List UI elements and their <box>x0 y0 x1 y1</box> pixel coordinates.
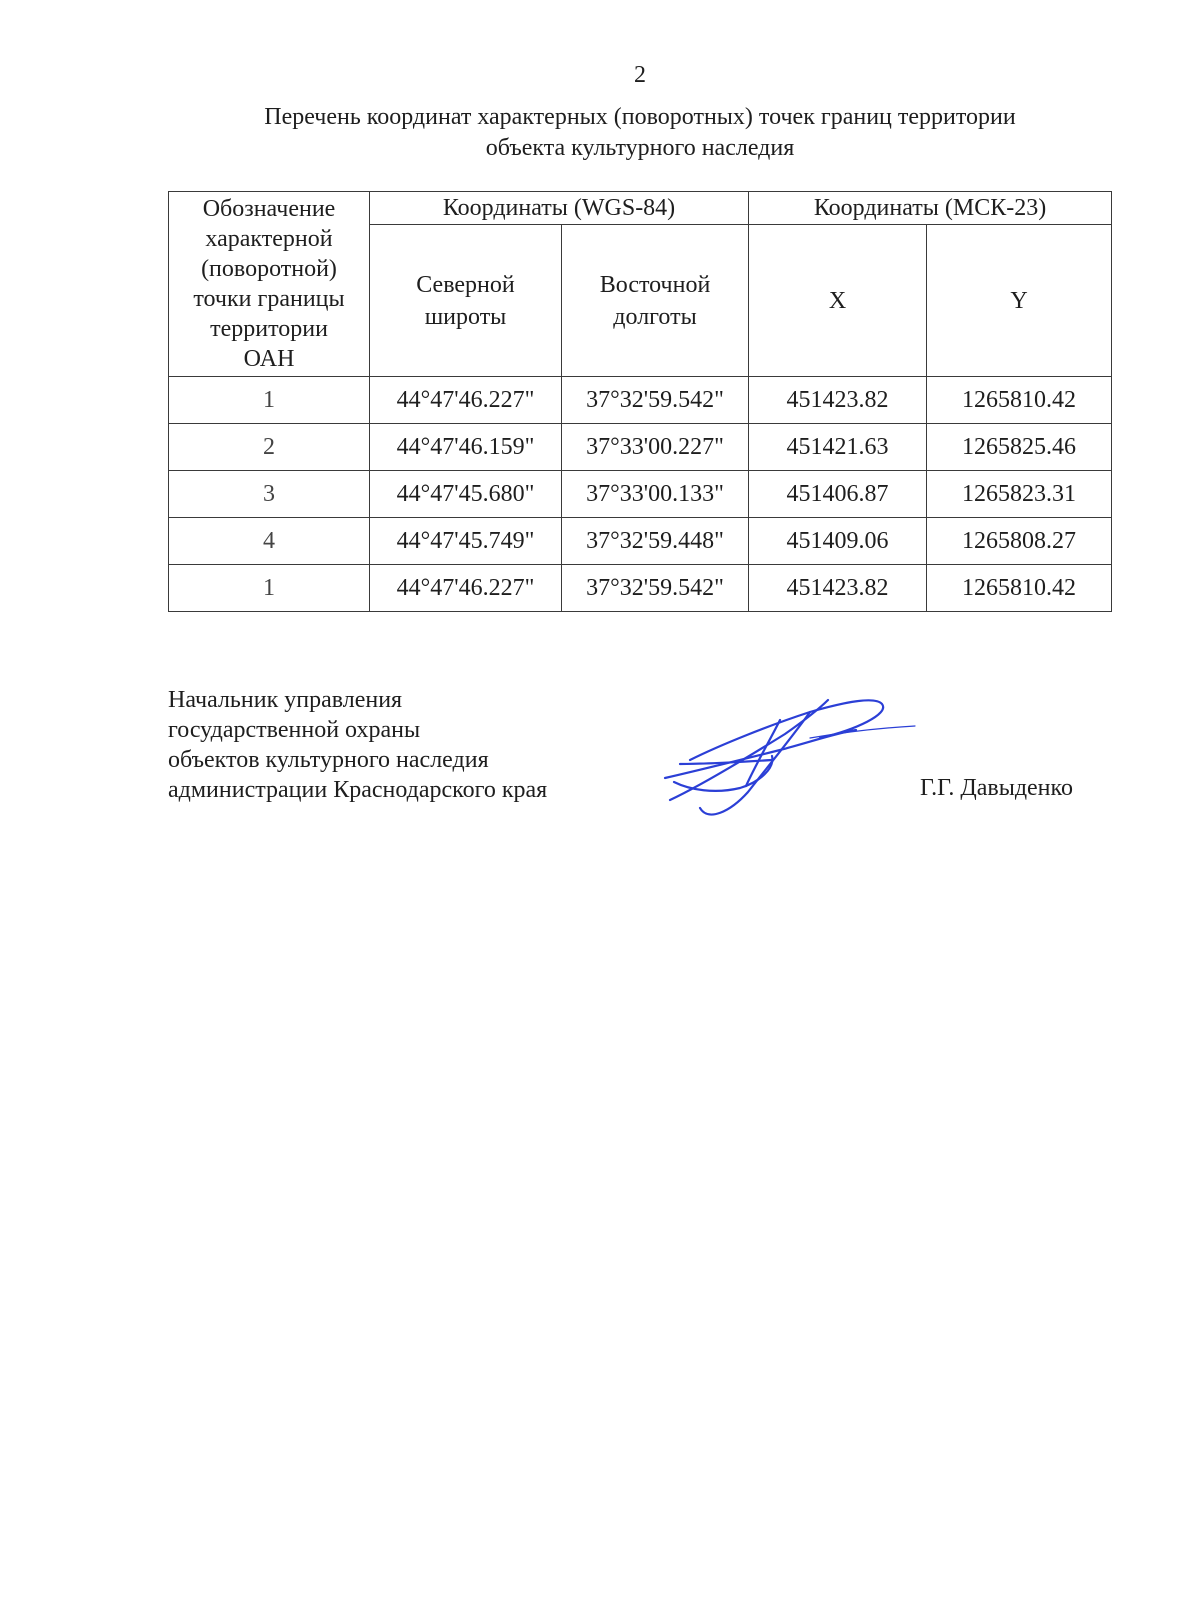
page-number: 2 <box>634 62 646 88</box>
cell-x: 451423.82 <box>749 377 927 424</box>
header-designation-line: характерной <box>205 226 333 252</box>
header-y: Y <box>927 225 1112 377</box>
title-line-1: Перечень координат характерных (поворотных) точек границ территории <box>264 104 1016 130</box>
signer-name: Г.Г. Давыденко <box>920 775 1073 801</box>
header-x: X <box>749 225 927 377</box>
cell-point: 4 <box>169 518 370 565</box>
header-designation-line: точки границы <box>193 286 345 312</box>
position-line: Начальник управления <box>168 687 403 713</box>
cell-point: 1 <box>169 377 370 424</box>
cell-north: 44°47'45.749" <box>370 518 562 565</box>
signatory-position <box>168 685 547 805</box>
header-designation <box>169 192 370 377</box>
cell-point: 1 <box>169 565 370 612</box>
header-east-line: долготы <box>613 303 697 330</box>
cell-east: 37°32'59.542" <box>562 377 749 424</box>
position-line: объектов культурного наследия <box>168 747 489 773</box>
cell-x: 451421.63 <box>749 424 927 471</box>
handwritten-signature <box>660 690 940 820</box>
cell-y: 1265810.42 <box>927 565 1112 612</box>
header-designation-line: территории <box>210 316 328 342</box>
cell-north: 44°47'46.159" <box>370 424 562 471</box>
header-designation-line: ОАН <box>243 346 295 372</box>
document-title <box>0 102 1200 164</box>
title-line-2: объекта культурного наследия <box>485 135 795 161</box>
cell-x: 451423.82 <box>749 565 927 612</box>
header-north-latitude <box>370 225 562 377</box>
cell-north: 44°47'46.227" <box>370 565 562 612</box>
header-north-line: широты <box>424 303 507 330</box>
header-east-line: Восточной <box>599 271 711 298</box>
coordinates-table <box>168 191 1112 612</box>
header-north-line: Северной <box>416 271 515 298</box>
cell-y: 1265825.46 <box>927 424 1112 471</box>
cell-y: 1265823.31 <box>927 471 1112 518</box>
table-header-row-1 <box>169 192 1112 225</box>
cell-y: 1265808.27 <box>927 518 1112 565</box>
table-row <box>169 471 1112 518</box>
table-row <box>169 565 1112 612</box>
position-line: государственной охраны <box>168 717 421 743</box>
table-row <box>169 424 1112 471</box>
cell-y: 1265810.42 <box>927 377 1112 424</box>
header-east-longitude <box>562 225 749 377</box>
cell-north: 44°47'45.680" <box>370 471 562 518</box>
cell-east: 37°33'00.133" <box>562 471 749 518</box>
cell-north: 44°47'46.227" <box>370 377 562 424</box>
header-group-wgs84: Координаты (WGS-84) <box>370 192 749 225</box>
header-designation-line: Обозначение <box>202 196 336 222</box>
table-row <box>169 377 1112 424</box>
cell-point: 2 <box>169 424 370 471</box>
table-row <box>169 518 1112 565</box>
header-designation-line: (поворотной) <box>201 256 337 282</box>
header-group-msk23: Координаты (МСК-23) <box>749 192 1112 225</box>
cell-x: 451409.06 <box>749 518 927 565</box>
cell-east: 37°33'00.227" <box>562 424 749 471</box>
cell-east: 37°32'59.542" <box>562 565 749 612</box>
position-line: администрации Краснодарского края <box>168 777 548 803</box>
cell-x: 451406.87 <box>749 471 927 518</box>
cell-point: 3 <box>169 471 370 518</box>
cell-east: 37°32'59.448" <box>562 518 749 565</box>
